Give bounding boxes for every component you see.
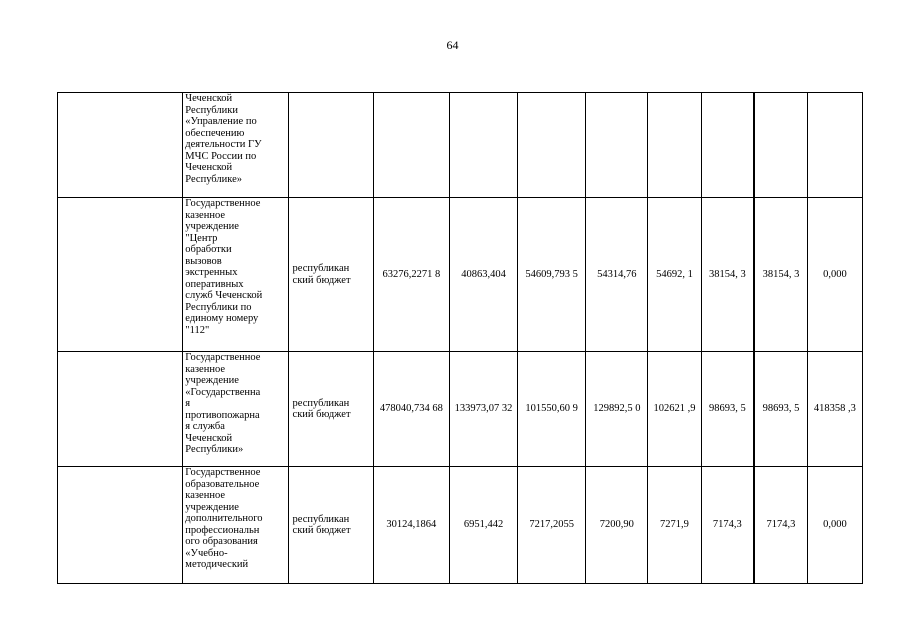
- budget-table: [57, 92, 863, 584]
- value-cell: 38154, 3: [754, 198, 807, 352]
- value-cell: 102621 ,9: [648, 352, 701, 467]
- value-cell: [648, 93, 701, 198]
- value-cell: [518, 93, 586, 198]
- table-row: [58, 198, 863, 352]
- value-cell: 54609,793 5: [518, 198, 586, 352]
- value-cell: 7200,90: [586, 467, 648, 584]
- funding-source-cell: [288, 93, 373, 198]
- value-cell: [449, 93, 517, 198]
- funding-source-cell: республикан ский бюджет: [288, 352, 373, 467]
- value-cell: 129892,5 0: [586, 352, 648, 467]
- value-cell: 54692, 1: [648, 198, 701, 352]
- table-cell-blank: [58, 198, 183, 352]
- table-cell-blank: [58, 352, 183, 467]
- table-row: [58, 93, 863, 198]
- value-cell: 98693, 5: [701, 352, 754, 467]
- organization-name-cell: Государственное казенное учреждение «Государственна я противопожарна я служба Чеченской Республики»: [183, 352, 288, 467]
- value-cell: [754, 93, 807, 198]
- value-cell: 0,000: [807, 467, 862, 584]
- value-cell: [807, 93, 862, 198]
- table-row: [58, 467, 863, 584]
- organization-name-cell: Чеченской Республики «Управление по обеспечению деятельности ГУ МЧС России по Чеченской Республике»: [183, 93, 288, 198]
- value-cell: [373, 93, 449, 198]
- table-row: [58, 352, 863, 467]
- value-cell: 7271,9: [648, 467, 701, 584]
- page-number: 64: [446, 38, 459, 52]
- value-cell: 7174,3: [701, 467, 754, 584]
- value-cell: 0,000: [807, 198, 862, 352]
- value-cell: 101550,60 9: [518, 352, 586, 467]
- table-cell-blank: [58, 93, 183, 198]
- value-cell: [586, 93, 648, 198]
- value-cell: 63276,2271 8: [373, 198, 449, 352]
- funding-source-cell: республикан ский бюджет: [288, 198, 373, 352]
- organization-name-cell: Государственное образовательное казенное учреждение дополнительного профессиональн ого образования «Учебно- методический: [183, 467, 288, 584]
- value-cell: 6951,442: [449, 467, 517, 584]
- funding-source-cell: республикан ский бюджет: [288, 467, 373, 584]
- value-cell: 30124,1864: [373, 467, 449, 584]
- value-cell: 418358 ,3: [807, 352, 862, 467]
- value-cell: 133973,07 32: [449, 352, 517, 467]
- value-cell: 7217,2055: [518, 467, 586, 584]
- value-cell: [701, 93, 754, 198]
- value-cell: 54314,76: [586, 198, 648, 352]
- table-cell-blank: [58, 467, 183, 584]
- value-cell: 98693, 5: [754, 352, 807, 467]
- value-cell: 40863,404: [449, 198, 517, 352]
- value-cell: 7174,3: [754, 467, 807, 584]
- organization-name-cell: Государственное казенное учреждение "Центр обработки вызовов экстренных оперативных служб Чеченской Республики по единому номеру "112": [183, 198, 288, 352]
- value-cell: 38154, 3: [701, 198, 754, 352]
- value-cell: 478040,734 68: [373, 352, 449, 467]
